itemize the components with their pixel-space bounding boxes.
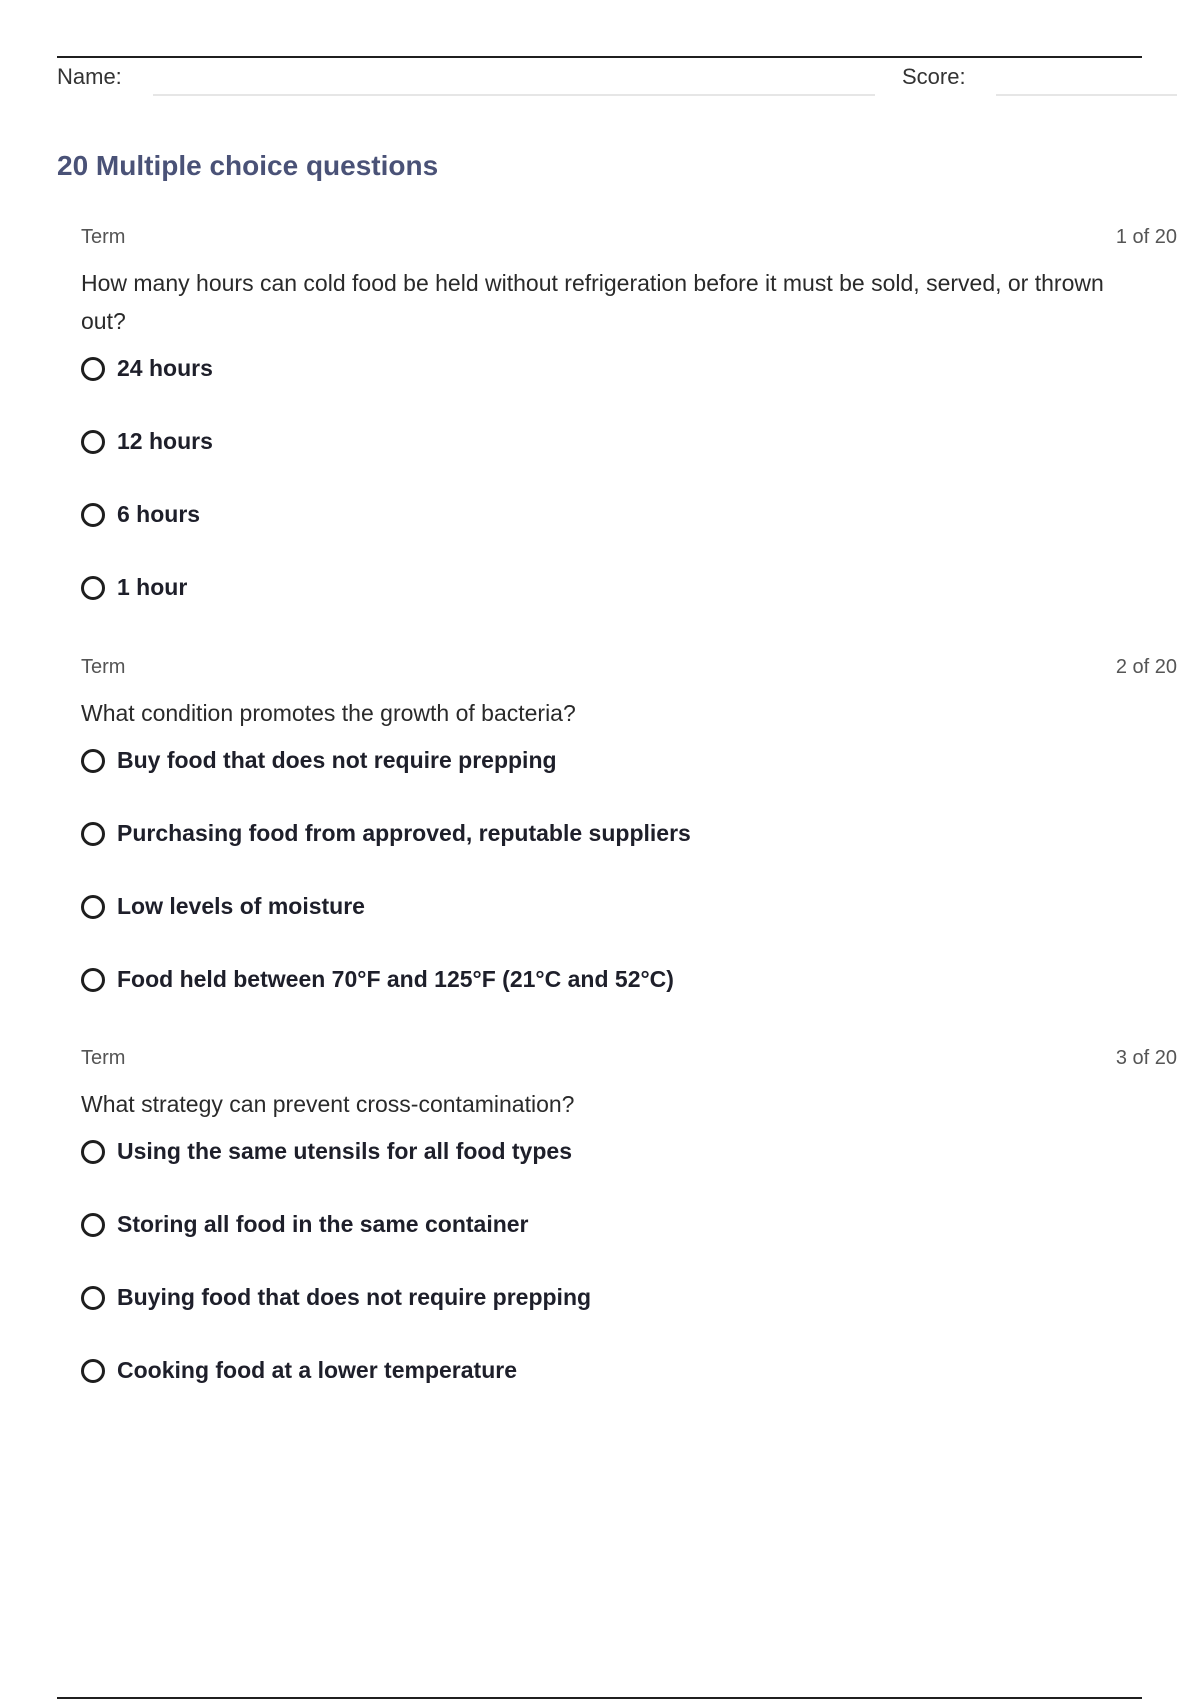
- option-item[interactable]: [81, 1283, 1177, 1356]
- options-list: [81, 354, 1177, 646]
- option-item[interactable]: [81, 1137, 1177, 1210]
- option-item[interactable]: [81, 892, 1177, 965]
- option-label: 1 hour: [117, 574, 188, 600]
- question-text: How many hours can cold food be held without refrigeration before it must be sold, served, or thrown out?: [81, 270, 1104, 334]
- option-item[interactable]: [81, 819, 1177, 892]
- header-row: [57, 62, 1177, 102]
- option-label: 12 hours: [117, 428, 213, 454]
- radio-button[interactable]: [81, 1286, 105, 1310]
- term-label: Term: [81, 656, 126, 678]
- radio-button[interactable]: [81, 749, 105, 773]
- options-list: [81, 1137, 1177, 1429]
- radio-button[interactable]: [81, 895, 105, 919]
- radio-button[interactable]: [81, 357, 105, 381]
- option-item[interactable]: [81, 354, 1177, 427]
- question-header: [81, 226, 1177, 254]
- option-item[interactable]: [81, 746, 1177, 819]
- term-label: Term: [81, 1047, 126, 1069]
- option-label: Buy food that does not require prepping: [117, 747, 557, 773]
- radio-button[interactable]: [81, 822, 105, 846]
- radio-button[interactable]: [81, 968, 105, 992]
- question-text: What condition promotes the growth of bacteria?: [81, 700, 576, 726]
- name-input-line[interactable]: [153, 94, 875, 96]
- option-label: Cooking food at a lower temperature: [117, 1357, 517, 1383]
- option-item[interactable]: [81, 500, 1177, 573]
- option-label: Storing all food in the same container: [117, 1211, 529, 1237]
- option-label: 24 hours: [117, 355, 213, 381]
- option-label: Food held between 70°F and 125°F (21°C and 52°C): [117, 966, 674, 992]
- option-label: 6 hours: [117, 501, 201, 527]
- term-label: Term: [81, 226, 126, 248]
- question-counter: 2 of 20: [1115, 656, 1177, 678]
- question-text: What strategy can prevent cross-contamination?: [81, 1091, 575, 1117]
- radio-button[interactable]: [81, 576, 105, 600]
- option-label: Buying food that does not require prepping: [117, 1284, 592, 1310]
- question-header: [81, 656, 1177, 684]
- option-item[interactable]: [81, 427, 1177, 500]
- option-item[interactable]: [81, 965, 1177, 1038]
- score-label: Score:: [902, 64, 966, 89]
- question-header: [81, 1047, 1177, 1075]
- question-1: [81, 226, 1177, 646]
- option-label: Low levels of moisture: [117, 893, 365, 919]
- section-title: 20 Multiple choice questions: [57, 150, 439, 181]
- question-counter: 1 of 20: [1115, 226, 1177, 248]
- option-item[interactable]: [81, 1356, 1177, 1429]
- question-3: [81, 1047, 1177, 1429]
- options-list: [81, 746, 1177, 1038]
- radio-button[interactable]: [81, 1213, 105, 1237]
- question-2: [81, 656, 1177, 1038]
- bottom-rule: [57, 1697, 1142, 1699]
- radio-button[interactable]: [81, 503, 105, 527]
- option-item[interactable]: [81, 1210, 1177, 1283]
- radio-button[interactable]: [81, 1359, 105, 1383]
- option-item[interactable]: [81, 573, 1177, 646]
- option-label: Purchasing food from approved, reputable suppliers: [117, 820, 691, 846]
- name-label: Name:: [57, 64, 122, 89]
- option-label: Using the same utensils for all food types: [117, 1138, 572, 1164]
- score-input-line[interactable]: [996, 94, 1177, 96]
- top-rule: [57, 56, 1142, 58]
- radio-button[interactable]: [81, 1140, 105, 1164]
- radio-button[interactable]: [81, 430, 105, 454]
- question-counter: 3 of 20: [1115, 1047, 1177, 1069]
